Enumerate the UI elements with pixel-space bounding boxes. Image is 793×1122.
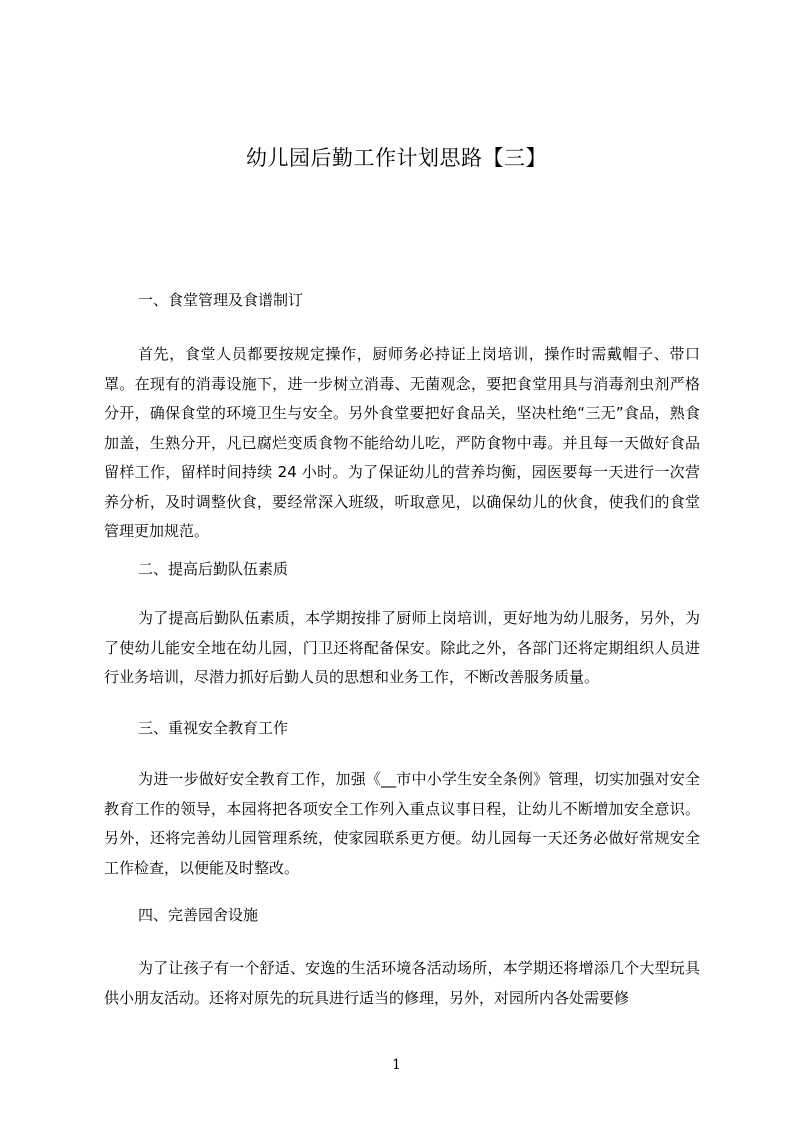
section-paragraph-canteen: 首先，食堂人员都要按规定操作，厨师务必持证上岗培训，操作时需戴帽子、带口罩。在现有的消毒设施下，进一步树立消毒、无菌观念，要把食堂用具与消毒剂虫剂严格分开，确保食堂的环境卫生与安全。另外食堂要把好食品关，坚决杜绝“三无”食品，熟食加盖，生熟分开，凡已腐烂变质食物不能给幼儿吃，严防食物中毒。并且每一天做好食品留样工作，留样时间持续 24 小时。为了保证幼儿的营养均衡，园医要每一天进行一次营养分析，及时调整伙食，要经常深入班级，听取意见，以确保幼儿的伙食，使我们的食堂管理更加规范。 <box>104 345 700 540</box>
section-heading-safety: 三、重视安全教育工作 <box>138 719 289 737</box>
page-number: 1 <box>392 1057 401 1073</box>
section-paragraph-safety: 为进一步做好安全教育工作，加强《__市中小学生安全条例》管理，切实加强对安全教育工作的领导，本园将把各项安全工作列入重点议事日程，让幼儿不断增加安全意识。另外，还将完善幼儿园管理系统，使家园联系更方便。幼儿园每一天还务必做好常规安全工作检查，以便能及时整改。 <box>104 770 700 877</box>
section-heading-canteen: 一、食堂管理及食谱制订 <box>138 291 304 309</box>
section-paragraph-facilities: 为了让孩子有一个舒适、安逸的生活环境各活动场所，本学期还将增添几个大型玩具供小朋友活动。还将对原先的玩具进行适当的修理，另外，对园所内各处需要修 <box>104 959 700 1007</box>
section-paragraph-staff: 为了提高后勤队伍素质，本学期按排了厨师上岗培训，更好地为幼儿服务，另外，为了使幼儿能安全地在幼儿园，门卫还将配备保安。除此之外，各部门还将定期组织人员进行业务培训，尽潜力抓好后勤人员的思想和业务工作，不断改善服务质量。 <box>104 609 700 686</box>
document-title: 幼儿园后勤工作计划思路【三】 <box>246 146 547 170</box>
section-heading-staff: 二、提高后勤队伍素质 <box>138 560 289 578</box>
section-heading-facilities: 四、完善园舍设施 <box>138 906 259 924</box>
